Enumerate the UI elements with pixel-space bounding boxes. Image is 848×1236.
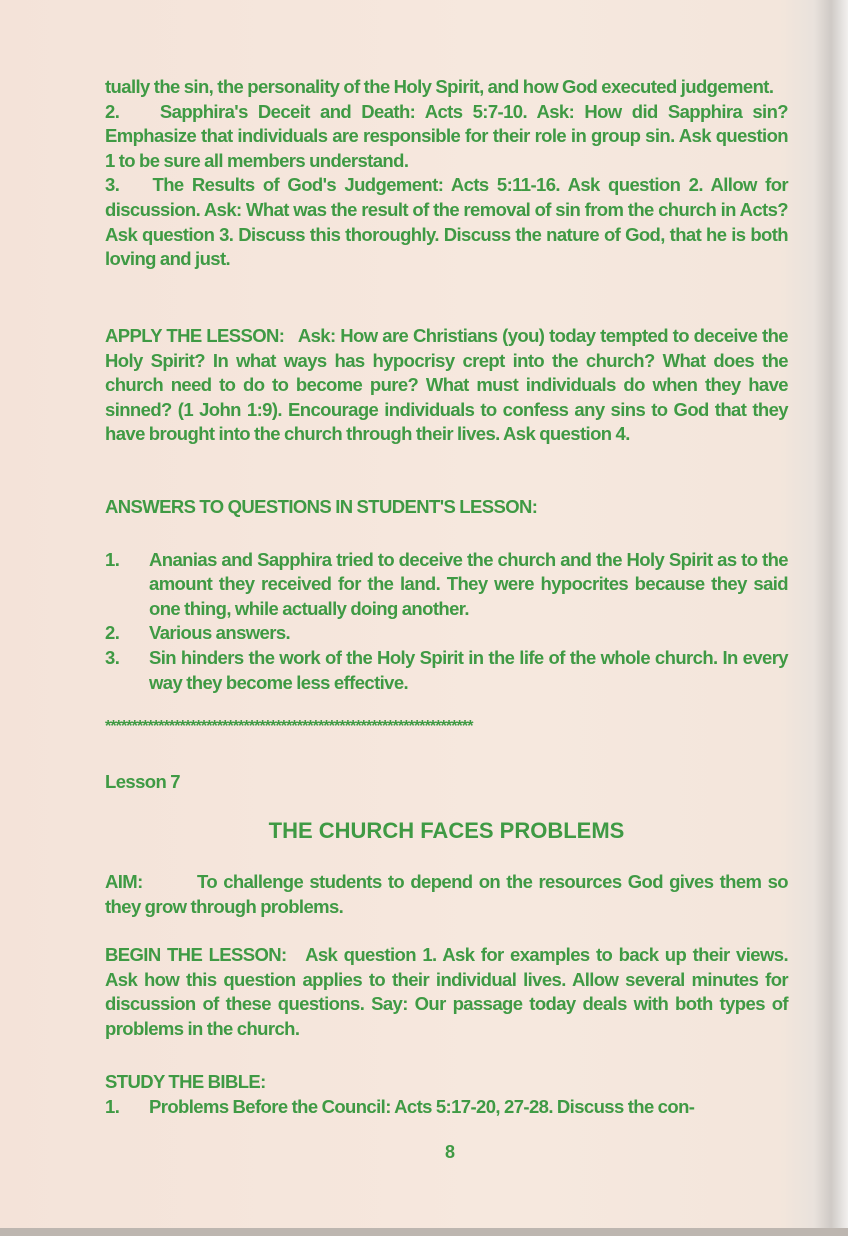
begin-heading: BEGIN THE LESSON: — [105, 944, 287, 965]
answers-section — [105, 495, 788, 695]
study-item: 3. The Results of God's Judgement: Acts 5:11-16. Ask question 2. Allow for discussion. Ask: What was the result of the removal of sin from the church in Acts? Ask question 3. Discuss this thoroughly. Discuss the nature of God, that he is both loving and just. — [105, 174, 788, 270]
apply-section — [105, 324, 788, 447]
apply-text: Ask: How are Christians (you) today tempted to deceive the Holy Spirit? In what ways has hypocrisy crept into the church? What does the church need to do to become pure? What must individuals do when they have sinned? (1 John 1:9). Encourage individuals to confess any sins to God that they have brought into the church through their lives. Ask question 4. — [105, 325, 788, 445]
scan-edge — [0, 1228, 848, 1236]
aim-label: AIM: — [105, 871, 143, 892]
study-heading: STUDY THE BIBLE: — [105, 1071, 266, 1092]
page-number: 8 — [444, 1142, 455, 1162]
lesson-title: THE CHURCH FACES PROBLEMS — [268, 818, 625, 843]
divider: ********************************************************************* — [105, 718, 473, 735]
lesson-number: Lesson 7 — [105, 771, 180, 792]
begin-section — [105, 943, 788, 1041]
answer-item: 3. Sin hinders the work of the Holy Spirit in the life of the whole church. In every way they become less effective. — [105, 646, 788, 693]
aim-section — [105, 870, 788, 919]
study-item: 1. Problems Before the Council: Acts 5:17-20, 27-28. Discuss the con- — [105, 1095, 695, 1117]
previous-lesson-study — [105, 75, 788, 272]
aim-text: To challenge students to depend on the resources God gives them so they grow through problems. — [105, 871, 788, 917]
study-section — [105, 1070, 788, 1119]
answer-item: 2. Various answers. — [105, 622, 291, 644]
continuation-text: tually the sin, the personality of the Holy Spirit, and how God executed judgement. — [105, 76, 774, 97]
answers-heading: ANSWERS TO QUESTIONS IN STUDENT'S LESSON: — [105, 496, 538, 517]
study-item: 2. Sapphira's Deceit and Death: Acts 5:7-10. Ask: How did Sapphira sin? Emphasize that individuals are responsible for their role in group sin. Ask question 1 to be sure all members understand. — [105, 100, 788, 171]
apply-heading: APPLY THE LESSON: — [105, 325, 285, 346]
begin-text: Ask question 1. Ask for examples to back up their views. Ask how this question applies to their individual lives. Allow several minutes for discussion of these questions. Say: Our passage today deals with both types of problems in the church. — [105, 944, 788, 1039]
answer-item: 1. Ananias and Sapphira tried to deceive the church and the Holy Spirit as to the amount they received for the land. They were hypocrites because they said one thing, while actually doing another. — [105, 548, 788, 619]
